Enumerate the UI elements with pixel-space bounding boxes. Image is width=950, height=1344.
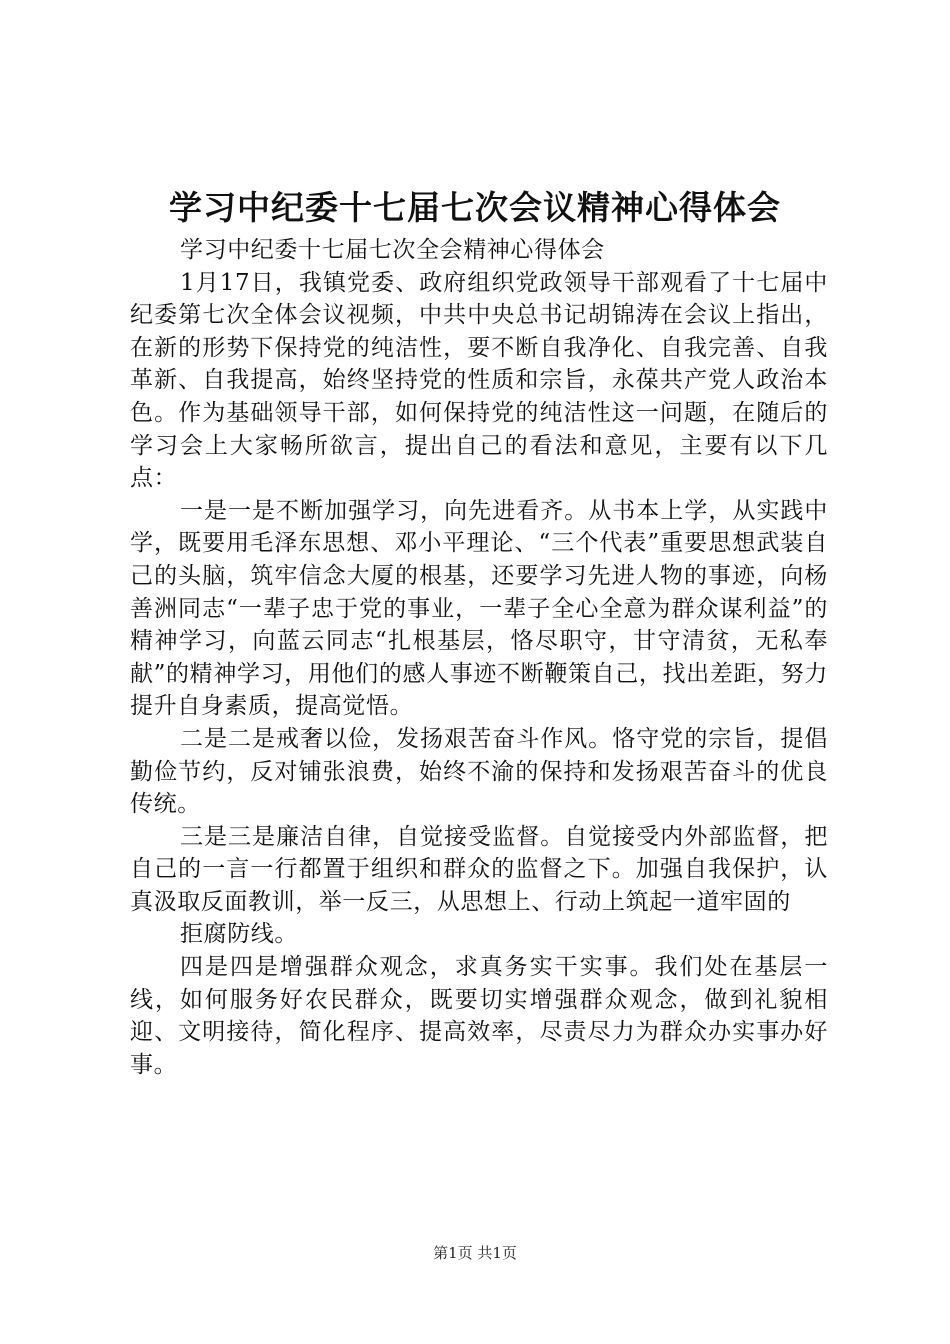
document-body [130, 234, 828, 1081]
point-three-paragraph: 三是三是廉洁自律，自觉接受监督。自觉接受内外部监督，把自己的一言一行都置于组织和群众的监督之下。加强自我保护，认真汲取反面教训，举一反三，从思想上、行动上筑起一道牢固的 [130, 823, 828, 915]
point-one-paragraph: 一是一是不断加强学习，向先进看齐。从书本上学，从实践中学，既要用毛泽东思想、邓小平理论、“三个代表”重要思想武装自己的头脑，筑牢信念大厦的根基，还要学习先进人物的事迹，向杨善洲同志“一辈子忠于党的事业，一辈子全心全意为群众谋利益”的精神学习，向蓝云同志“扎根基层，恪尽职守，甘守清贫，无私奉献”的精神学习，用他们的感人事迹不断鞭策自己，找出差距，努力提升自身素质，提高觉悟。 [130, 497, 828, 720]
document-title: 学习中纪委十七届七次会议精神心得体会 [169, 188, 781, 227]
point-three-continuation: 拒腐防线。 [180, 921, 298, 948]
point-two-paragraph: 二是二是戒奢以俭，发扬艰苦奋斗作风。恪守党的宗旨，提倡勤俭节约，反对铺张浪费，始终不渝的保持和发扬艰苦奋斗的优良传统。 [130, 725, 828, 818]
page-footer: 第1页 共1页 [433, 1244, 517, 1262]
point-four-paragraph: 四是四是增强群众观念，求真务实干实事。我们处在基层一线，如何服务好农民群众，既要切实增强群众观念，做到礼貌相迎、文明接待，简化程序、提高效率，尽责尽力为群众办实事办好事。 [130, 954, 828, 1078]
intro-paragraph: 1月17日，我镇党委、政府组织党政领导干部观看了十七届中纪委第七次全体会议视频，中共中央总书记胡锦涛在会议上指出，在新的形势下保持党的纯洁性，要不断自我净化、自我完善、自我革新、自我提高，始终坚持党的性质和宗旨，永葆共产党人政治本色。作为基础领导干部，如何保持党的纯洁性这一问题，在随后的学习会上大家畅所欲言，提出自己的看法和意见，主要有以下几点： [130, 269, 828, 492]
subtitle-paragraph: 学习中纪委十七届七次全会精神心得体会 [180, 237, 605, 263]
